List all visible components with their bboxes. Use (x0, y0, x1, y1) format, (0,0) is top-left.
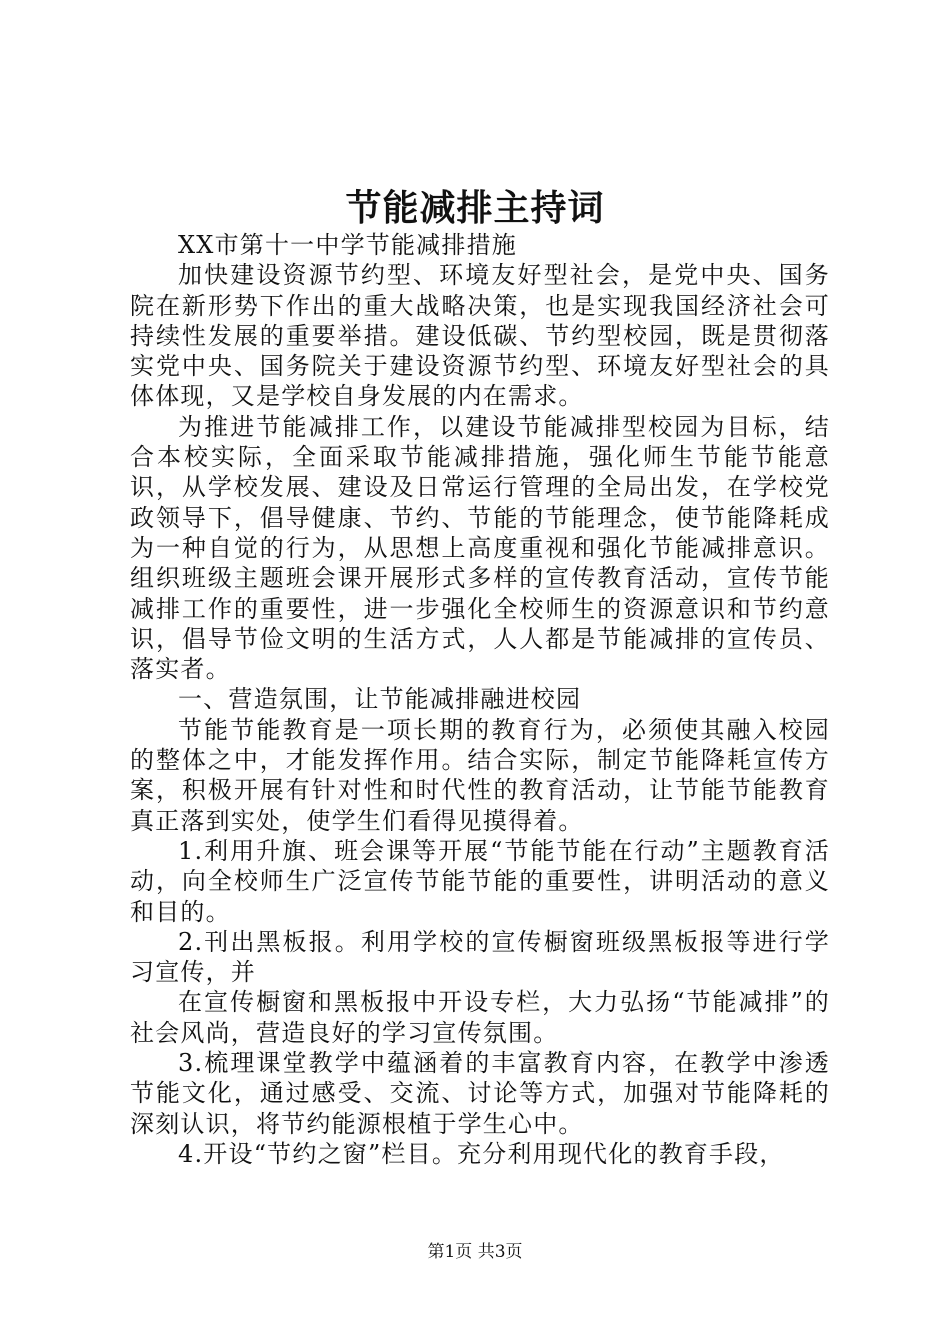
document-body (130, 230, 830, 1169)
list-item: 1.利用升旗、班会课等开展“节能节能在行动”主题教育活动，向全校师生广泛宣传节能节能的重要性，讲明活动的意义和目的。 (130, 836, 830, 926)
section-heading: 一、营造氛围，让节能减排融进校园 (178, 685, 582, 714)
paragraph-subtitle: XX市第十一中学节能减排措施 (178, 231, 517, 259)
list-item: 4.开设“节约之窗”栏目。充分利用现代化的教育手段， (178, 1139, 785, 1168)
paragraph: 节能节能教育是一项长期的教育行为，必须使其融入校园的整体之中，才能发挥作用。结合实际，制定节能降耗宣传方案，积极开展有针对性和时代性的教育活动，让节能节能教育真正落到实处，使学生们看得见摸得着。 (130, 715, 830, 835)
page-footer: 第1页 共3页 (427, 1242, 523, 1262)
paragraph: 加快建设资源节约型、环境友好型社会，是党中央、国务院在新形势下作出的重大战略决策，也是实现我国经济社会可持续性发展的重要举措。建设低碳、节约型校园，既是贯彻落实党中央、国务院关于建设资源节约型、环境友好型社会的具体体现，又是学校自身发展的内在需求。 (130, 261, 830, 411)
list-item: 2.刊出黑板报。利用学校的宣传橱窗班级黑板报等进行学习宣传，并 (130, 927, 830, 987)
paragraph: 为推进节能减排工作，以建设节能减排型校园为目标，结合本校实际，全面采取节能减排措施，强化师生节能节能意识，从学校发展、建设及日常运行管理的全局出发，在学校党政领导下，倡导健康、节约、节能的节能理念，使节能降耗成为一种自觉的行为，从思想上高度重视和强化节能减排意识。组织班级主题班会课开展形式多样的宣传教育活动，宣传节能减排工作的重要性，进一步强化全校师生的资源意识和节约意识，倡导节俭文明的生活方式，人人都是节能减排的宣传员、落实者。 (130, 412, 830, 684)
list-item: 3.梳理课堂教学中蕴涵着的丰富教育内容，在教学中渗透节能文化，通过感受、交流、讨论等方式，加强对节能降耗的深刻认识，将节约能源根植于学生心中。 (130, 1049, 830, 1138)
paragraph: 在宣传橱窗和黑板报中开设专栏，大力弘扬“节能减排”的社会风尚，营造良好的学习宣传氛围。 (130, 988, 830, 1047)
document-title: 节能减排主持词 (345, 187, 605, 229)
